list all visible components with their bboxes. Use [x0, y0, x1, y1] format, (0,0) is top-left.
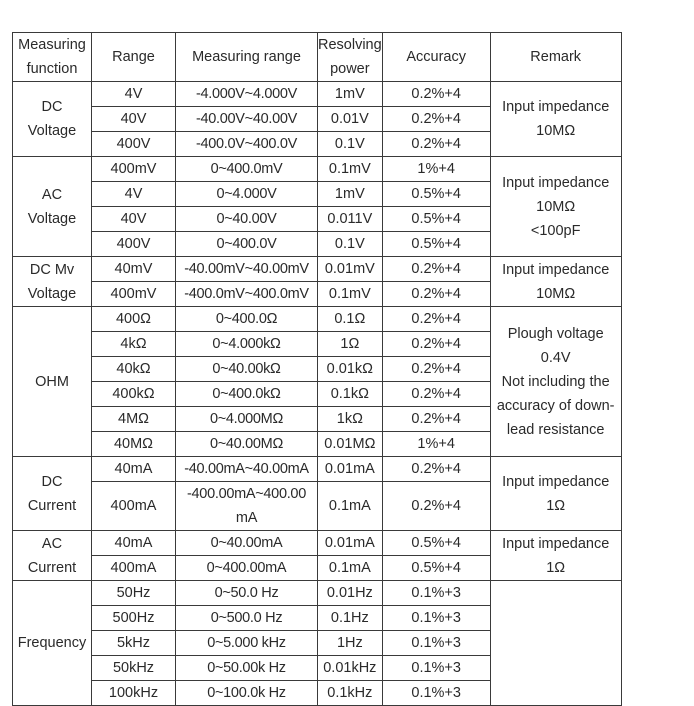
- resolution-cell: 0.1kΩ: [318, 382, 383, 407]
- table-row: [13, 531, 622, 556]
- range-cell: 400mV: [92, 282, 176, 307]
- range-cell: 40mA: [92, 531, 176, 556]
- function-label: Current: [27, 559, 77, 576]
- measuring-range-cell: 0~400.00mA: [176, 556, 318, 581]
- measuring-range-cell: -400.0mV~400.0mV: [176, 282, 318, 307]
- header-range: Range: [92, 33, 176, 82]
- measuring-range-cell: 0~4.000MΩ: [176, 407, 318, 432]
- function-label: Voltage: [27, 285, 77, 302]
- range-cell: 400mA: [92, 556, 176, 581]
- range-cell: 400Ω: [92, 307, 176, 332]
- function-cell: [13, 157, 92, 257]
- accuracy-cell: 1%+4: [382, 432, 490, 457]
- range-cell: 4kΩ: [92, 332, 176, 357]
- measuring-range-cell: 0~50.0 Hz: [176, 581, 318, 606]
- accuracy-cell: 0.2%+4: [382, 407, 490, 432]
- accuracy-cell: 0.1%+3: [382, 681, 490, 706]
- resolution-cell: 0.01kHz: [318, 656, 383, 681]
- remark-line: Input impedance: [502, 473, 610, 490]
- header-measuring-range: Measuring range: [176, 33, 318, 82]
- resolution-cell: 0.01V: [318, 107, 383, 132]
- remark-line: Input impedance: [502, 535, 610, 552]
- resolution-cell: 0.011V: [318, 207, 383, 232]
- resolution-cell: 1mV: [318, 82, 383, 107]
- range-cell: 40kΩ: [92, 357, 176, 382]
- range-cell: 4MΩ: [92, 407, 176, 432]
- range-cell: 40MΩ: [92, 432, 176, 457]
- function-label: AC: [41, 535, 63, 552]
- accuracy-cell: 0.5%+4: [382, 556, 490, 581]
- range-cell: 400V: [92, 232, 176, 257]
- table-row: [13, 457, 622, 482]
- range-cell: 4V: [92, 182, 176, 207]
- remark-line: <100pF: [530, 222, 581, 239]
- resolution-cell: 1Hz: [318, 631, 383, 656]
- remark-line: accuracy of down-: [496, 397, 615, 414]
- measuring-range-cell: 0~40.00mA: [176, 531, 318, 556]
- range-cell: 40V: [92, 207, 176, 232]
- remark-line: 0.4V: [540, 349, 571, 366]
- table-row: [13, 257, 622, 282]
- accuracy-cell: 0.2%+4: [382, 132, 490, 157]
- resolution-cell: 0.01mA: [318, 531, 383, 556]
- remark-cell: [490, 257, 621, 307]
- remark-cell: [490, 157, 621, 257]
- accuracy-cell: 0.1%+3: [382, 581, 490, 606]
- resolution-cell: 0.1V: [318, 232, 383, 257]
- accuracy-cell: 1%+4: [382, 157, 490, 182]
- function-label: DC: [41, 99, 63, 115]
- resolution-cell: 0.1mV: [318, 157, 383, 182]
- accuracy-cell: 0.2%+4: [382, 82, 490, 107]
- measuring-range-cell: 0~400.0V: [176, 232, 318, 257]
- accuracy-cell: 0.5%+4: [382, 531, 490, 556]
- resolution-cell: 0.1mA: [318, 556, 383, 581]
- function-label: Current: [27, 497, 77, 514]
- range-cell: 40V: [92, 107, 176, 132]
- accuracy-cell: 0.2%+4: [382, 107, 490, 132]
- measuring-range-cell: -4.000V~4.000V: [176, 82, 318, 107]
- remark-line: lead resistance: [506, 421, 605, 438]
- remark-line: Not including the: [501, 373, 610, 390]
- resolution-cell: 0.1Hz: [318, 606, 383, 631]
- measuring-range-cell: -40.00mV~40.00mV: [176, 257, 318, 282]
- function-label: Voltage: [27, 210, 77, 227]
- range-cell: 50Hz: [92, 581, 176, 606]
- measuring-range-cell: 0~400.0kΩ: [176, 382, 318, 407]
- measuring-range-cell: 0~5.000 kHz: [176, 631, 318, 656]
- header-function: Measuring function: [13, 33, 92, 82]
- spec-table: [12, 32, 622, 706]
- header-remark: Remark: [490, 33, 621, 82]
- spec-body: [13, 82, 622, 706]
- accuracy-cell: 0.1%+3: [382, 656, 490, 681]
- measuring-range-cell: 0~40.00kΩ: [176, 357, 318, 382]
- function-cell: [13, 307, 92, 457]
- range-cell: 50kHz: [92, 656, 176, 681]
- measuring-range-cell: 0~400.0mV: [176, 157, 318, 182]
- resolution-cell: 1Ω: [318, 332, 383, 357]
- header-row: [13, 33, 622, 82]
- resolution-cell: 0.01mA: [318, 457, 383, 482]
- function-cell: [13, 257, 92, 307]
- measuring-range-cell: -400.0V~400.0V: [176, 132, 318, 157]
- measuring-range-cell: 0~50.00k Hz: [176, 656, 318, 681]
- header-accuracy: Accuracy: [382, 33, 490, 82]
- resolution-cell: 1mV: [318, 182, 383, 207]
- range-cell: 5kHz: [92, 631, 176, 656]
- function-cell: [13, 457, 92, 531]
- remark-line: 1Ω: [546, 559, 566, 576]
- range-cell: 4V: [92, 82, 176, 107]
- remark-cell: [490, 531, 621, 581]
- accuracy-cell: 0.1%+3: [382, 631, 490, 656]
- accuracy-cell: 0.5%+4: [382, 182, 490, 207]
- resolution-cell: 0.1kHz: [318, 681, 383, 706]
- function-label: AC: [41, 186, 63, 203]
- accuracy-cell: 0.2%+4: [382, 482, 490, 531]
- remark-line: Plough voltage: [507, 325, 604, 342]
- table-row: [13, 581, 622, 606]
- remark-line: 10MΩ: [536, 198, 576, 215]
- accuracy-cell: 0.5%+4: [382, 207, 490, 232]
- remark-line: Input impedance: [502, 174, 610, 191]
- function-label: Voltage: [27, 123, 77, 139]
- accuracy-cell: 0.2%+4: [382, 282, 490, 307]
- resolution-cell: 0.01MΩ: [318, 432, 383, 457]
- resolution-cell: 0.01Hz: [318, 581, 383, 606]
- accuracy-cell: 0.2%+4: [382, 457, 490, 482]
- function-label: Frequency: [17, 635, 87, 651]
- remark-line: 1Ω: [546, 497, 566, 514]
- measuring-range-cell: 0~400.0Ω: [176, 307, 318, 332]
- accuracy-cell: 0.1%+3: [382, 606, 490, 631]
- resolution-cell: 1kΩ: [318, 407, 383, 432]
- header-resolving-power: Resolving power: [318, 33, 383, 82]
- range-cell: 400V: [92, 132, 176, 157]
- range-cell: 400mA: [92, 482, 176, 531]
- function-label: DC Mv: [29, 261, 75, 278]
- range-cell: 40mA: [92, 457, 176, 482]
- accuracy-cell: 0.2%+4: [382, 332, 490, 357]
- function-cell: [13, 531, 92, 581]
- resolution-cell: 0.1mA: [318, 482, 383, 531]
- accuracy-cell: 0.5%+4: [382, 232, 490, 257]
- function-cell: [13, 82, 92, 157]
- range-cell: 400kΩ: [92, 382, 176, 407]
- remark-cell: [490, 307, 621, 457]
- measuring-range-cell: 0~40.00V: [176, 207, 318, 232]
- accuracy-cell: 0.2%+4: [382, 382, 490, 407]
- range-cell: 500Hz: [92, 606, 176, 631]
- measuring-range-cell: 0~4.000V: [176, 182, 318, 207]
- function-cell: [13, 581, 92, 706]
- range-cell: 100kHz: [92, 681, 176, 706]
- accuracy-cell: 0.2%+4: [382, 257, 490, 282]
- resolution-cell: 0.01kΩ: [318, 357, 383, 382]
- table-row: [13, 82, 622, 107]
- measuring-range-cell: 0~100.0k Hz: [176, 681, 318, 706]
- remark-line: 10MΩ: [536, 123, 576, 139]
- measuring-range-cell: 0~500.0 Hz: [176, 606, 318, 631]
- remark-cell: [490, 82, 621, 157]
- function-label: OHM: [35, 373, 69, 390]
- resolution-cell: 0.01mV: [318, 257, 383, 282]
- accuracy-cell: 0.2%+4: [382, 357, 490, 382]
- measuring-range-cell: -40.00V~40.00V: [176, 107, 318, 132]
- resolution-cell: 0.1V: [318, 132, 383, 157]
- accuracy-cell: 0.2%+4: [382, 307, 490, 332]
- remark-cell: [490, 581, 621, 706]
- resolution-cell: 0.1mV: [318, 282, 383, 307]
- remark-line: 10MΩ: [536, 285, 576, 302]
- measuring-range-cell: -400.00mA~400.00 mA: [176, 482, 318, 531]
- remark-line: Input impedance: [502, 99, 610, 115]
- range-cell: 400mV: [92, 157, 176, 182]
- measuring-range-cell: 0~40.00MΩ: [176, 432, 318, 457]
- measuring-range-cell: -40.00mA~40.00mA: [176, 457, 318, 482]
- function-label: DC: [41, 473, 63, 490]
- resolution-cell: 0.1Ω: [318, 307, 383, 332]
- measuring-range-cell: 0~4.000kΩ: [176, 332, 318, 357]
- table-row: [13, 307, 622, 332]
- remark-cell: [490, 457, 621, 531]
- remark-line: Input impedance: [502, 261, 610, 278]
- table-row: [13, 157, 622, 182]
- range-cell: 40mV: [92, 257, 176, 282]
